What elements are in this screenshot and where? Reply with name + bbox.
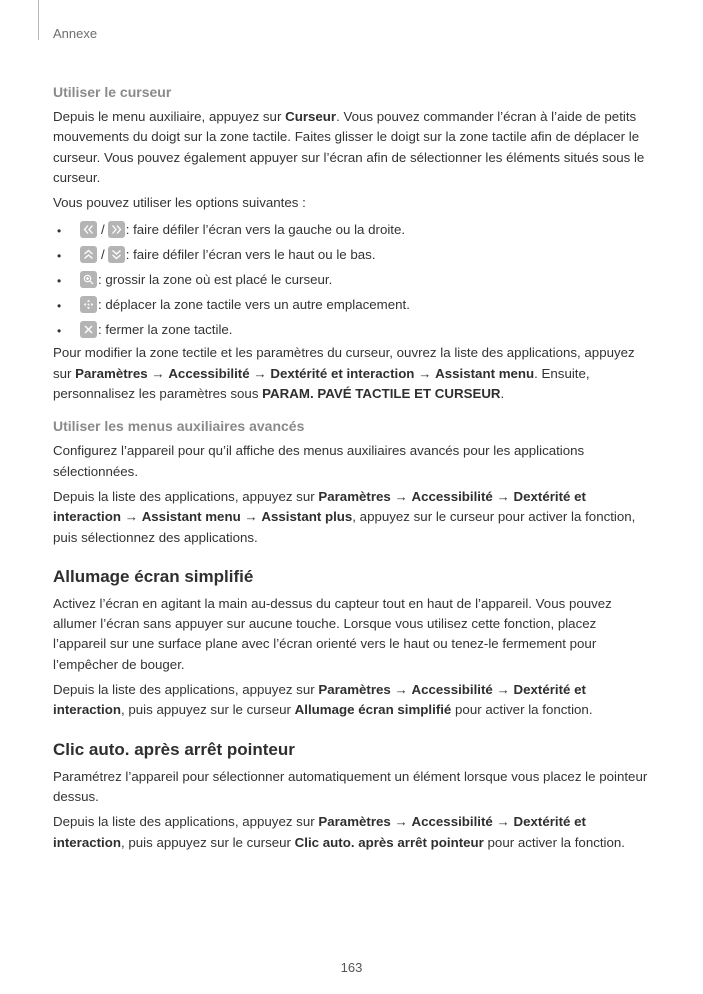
separator: / xyxy=(101,246,105,262)
chapter-header: Annexe xyxy=(53,26,98,41)
double-chevron-right-icon xyxy=(108,221,125,238)
option-text: : faire défiler l’écran vers la gauche ou la droite. xyxy=(125,221,406,237)
option-text: : déplacer la zone tactile vers un autre emplacement. xyxy=(98,296,410,312)
page-number: 163 xyxy=(340,960,363,975)
cursor-intro-paragraph: Depuis le menu auxiliaire, appuyez sur Curseur. Vous pouvez commander l’écran à l’aide de petits mouvements du doigt sur la zone tactile. Faites glisser le doigt sur la zone tactile afin de déplacer le curseur. Vous pouvez également appuyer sur l’écran afin de sélectionner les éléments situés sous le curseur. xyxy=(53,109,645,185)
bullet: • xyxy=(57,299,62,314)
cursor-options-list xyxy=(53,217,653,342)
autoclick-intro-paragraph: Paramétrez l’appareil pour sélectionner automatiquement un élément lorsque vous placez le pointeur dessus. xyxy=(53,768,648,804)
double-chevron-up-icon xyxy=(80,246,97,263)
move-icon xyxy=(80,296,97,313)
cursor-section-title: Utiliser le curseur xyxy=(53,84,172,100)
options-intro: Vous pouvez utiliser les options suivantes : xyxy=(53,195,306,211)
list-item xyxy=(53,267,653,292)
double-chevron-down-icon xyxy=(108,246,125,263)
close-icon xyxy=(80,321,97,338)
list-item xyxy=(53,217,653,242)
list-item xyxy=(53,317,653,342)
autoclick-steps-paragraph: Depuis la liste des applications, appuyez sur Paramètres → Accessibilité → Dextérité et interaction, puis appuyez sur le curseur Clic auto. après arrêt pointeur pour activer la fonction. xyxy=(53,814,625,850)
option-text: : fermer la zone tactile. xyxy=(98,321,233,337)
magnifier-icon xyxy=(80,271,97,288)
wake-section-title: Allumage écran simplifié xyxy=(53,566,254,586)
bullet: • xyxy=(57,224,62,239)
page-body xyxy=(53,82,653,853)
bullet: • xyxy=(57,324,62,339)
list-item xyxy=(53,242,653,267)
list-item xyxy=(53,292,653,317)
cursor-settings-paragraph: Pour modifier la zone tectile et les paramètres du curseur, ouvrez la liste des applications, appuyez sur Paramètres → Accessibilité → Dextérité et interaction → Assistant menu. Ensuite, personnalisez les paramètres sous PARAM. PAVÉ TACTILE ET CURSEUR. xyxy=(53,345,635,402)
advanced-steps-paragraph: Depuis la liste des applications, appuyez sur Paramètres → Accessibilité → Dextérité et interaction → Assistant menu → Assistant plus, appuyez sur le curseur pour activer la fonction, puis sélectionnez des applications. xyxy=(53,488,636,545)
wake-steps-paragraph: Depuis la liste des applications, appuyez sur Paramètres → Accessibilité → Dextérité et interaction, puis appuyez sur le curseur Allumage écran simplifié pour activer la fonction. xyxy=(53,682,593,718)
double-chevron-left-icon xyxy=(80,221,97,238)
bullet: • xyxy=(57,274,62,289)
advanced-section-title: Utiliser les menus auxiliaires avancés xyxy=(53,418,305,435)
separator: / xyxy=(101,221,105,237)
margin-rule xyxy=(38,0,39,40)
bullet: • xyxy=(57,249,62,264)
advanced-intro-paragraph: Configurez l’appareil pour qu’il affiche des menus auxiliaires avancés pour les applications sélectionnées. xyxy=(53,443,585,479)
option-text: : grossir la zone où est placé le curseur. xyxy=(98,271,333,287)
option-text: : faire défiler l’écran vers le haut ou le bas. xyxy=(125,246,376,262)
wake-intro-paragraph: Activez l’écran en agitant la main au-dessus du capteur tout en haut de l’appareil. Vous pouvez allumer l’écran sans appuyer sur aucune touche. Lorsque vous utilisez cette fonction, placez l’appareil sur une surface plane avec l’écran orienté vers le haut ou tenez-le fermement pour l’empêcher de bouger. xyxy=(53,595,612,672)
autoclick-section-title: Clic auto. après arrêt pointeur xyxy=(53,739,295,759)
